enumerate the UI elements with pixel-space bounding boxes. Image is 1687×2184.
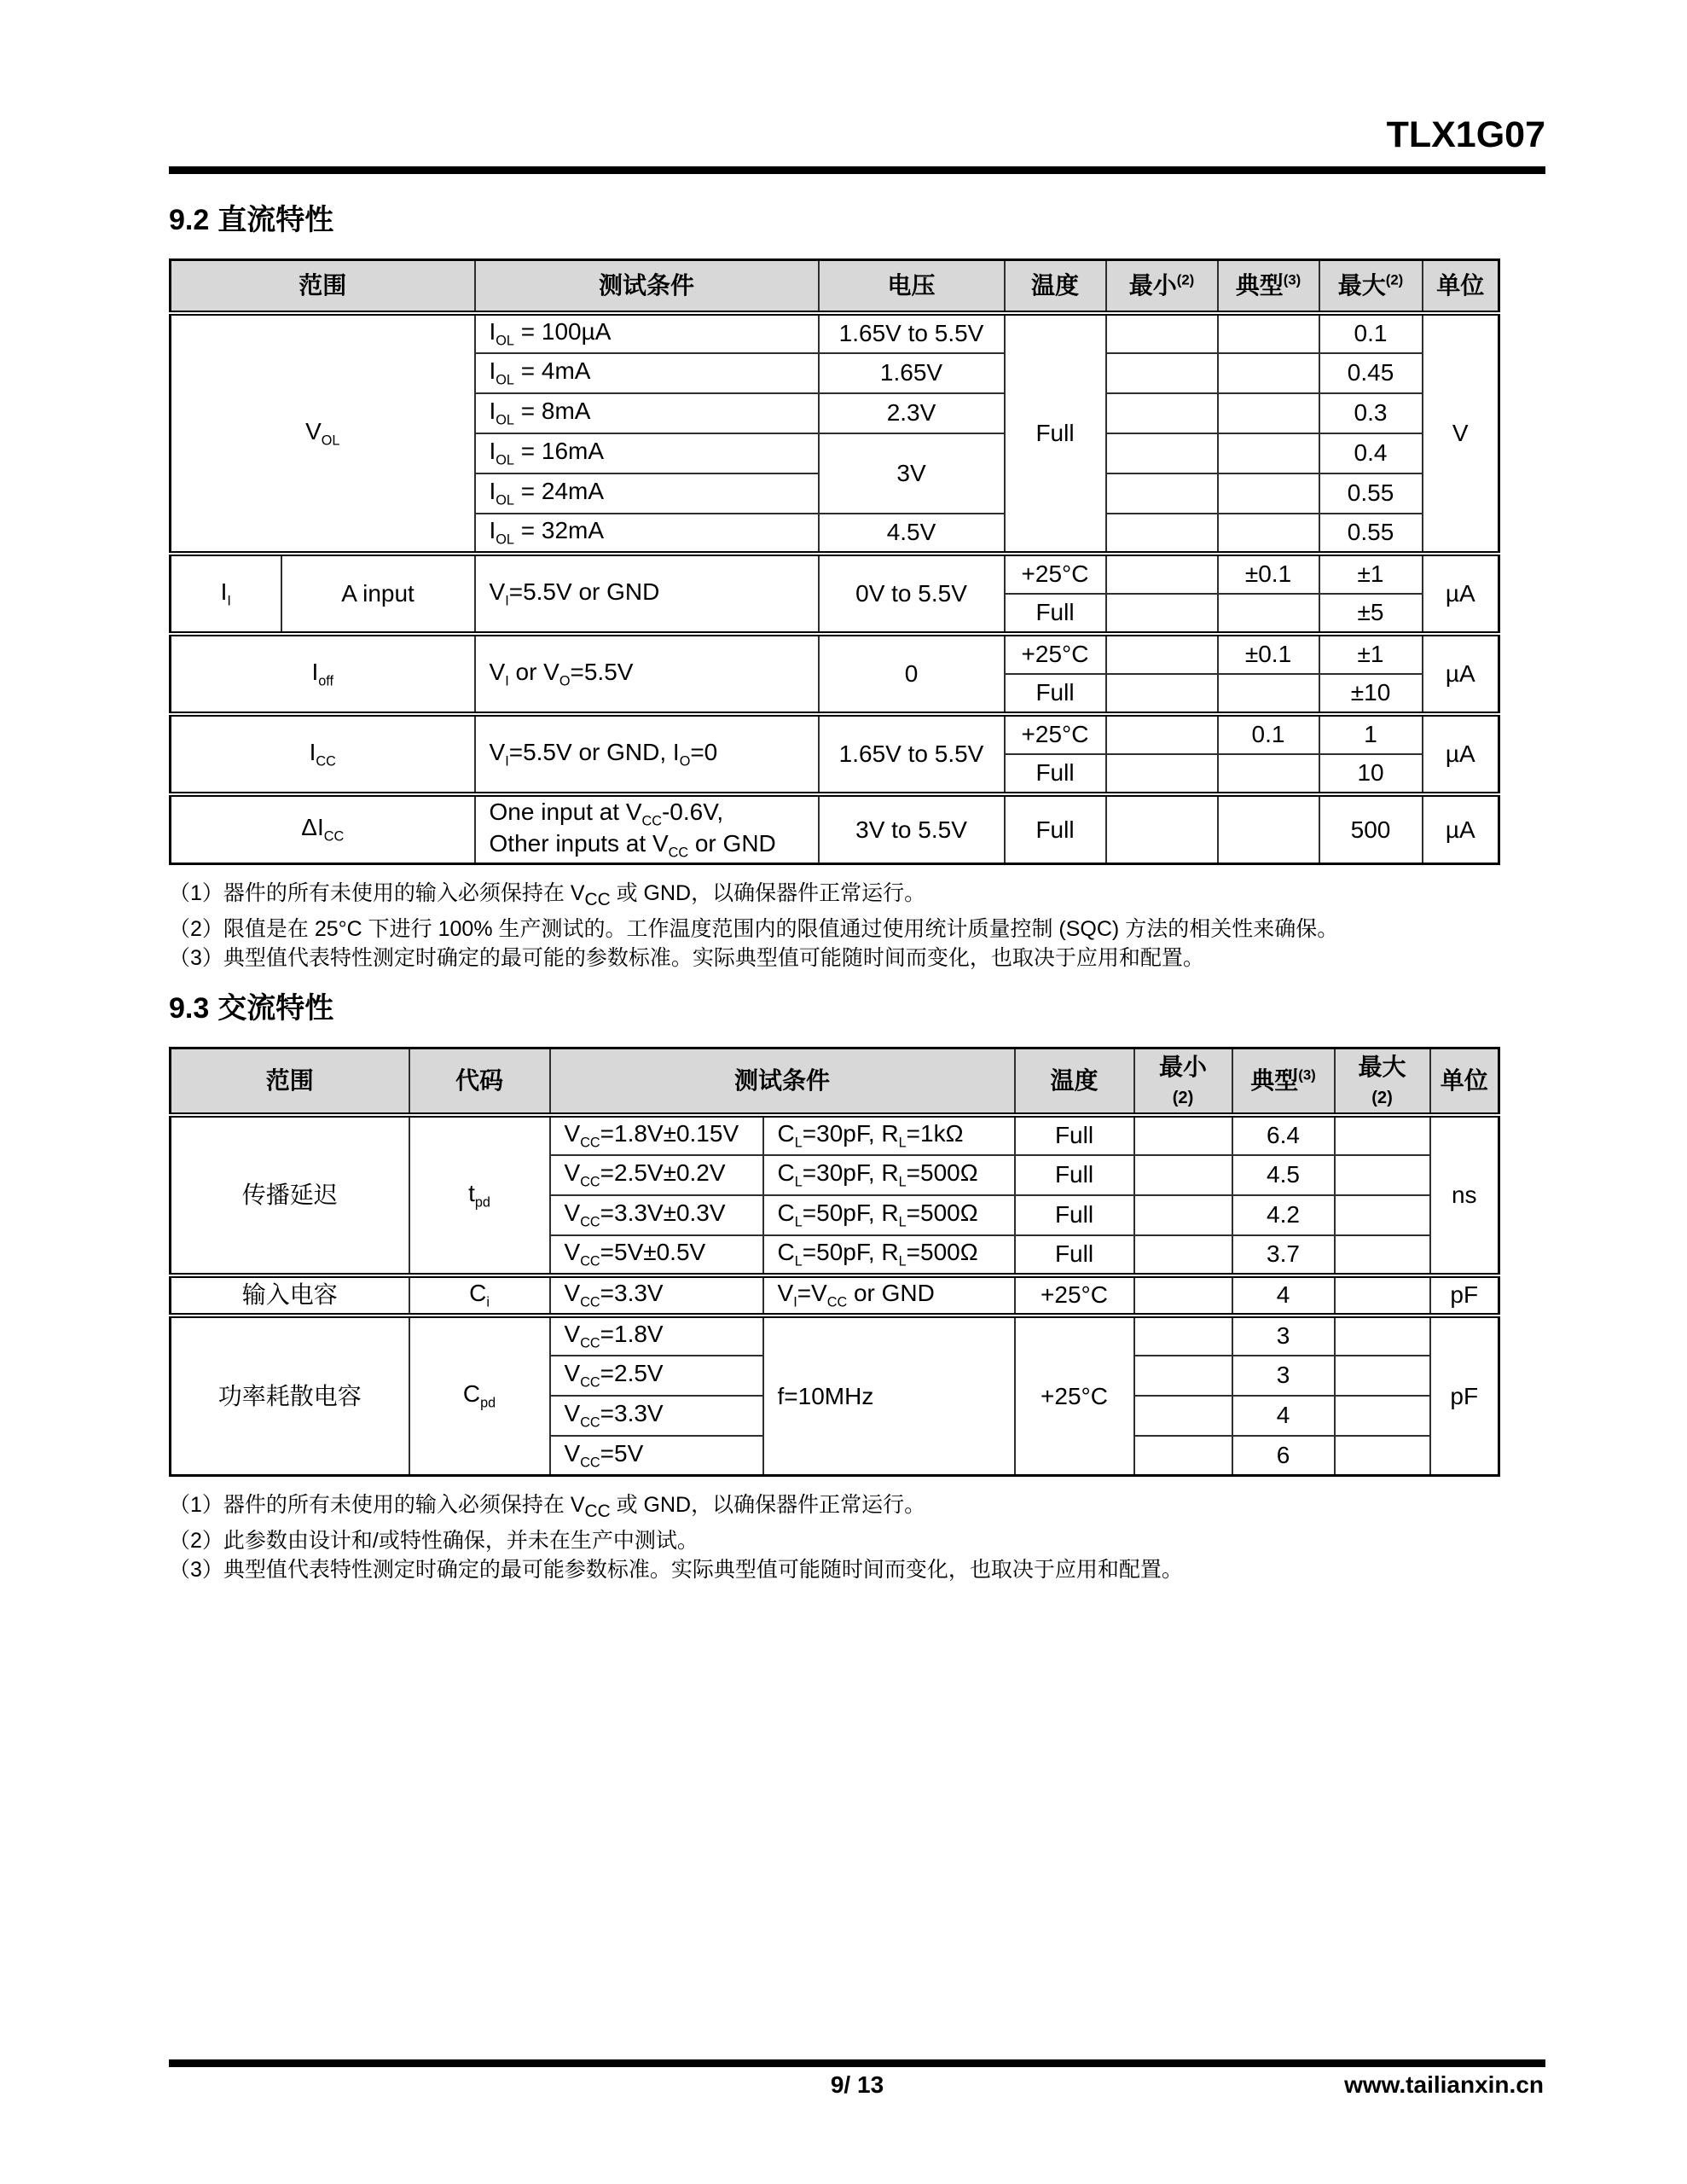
typ-cell: 0.1 <box>1218 714 1319 754</box>
typ-cell: 4 <box>1232 1275 1335 1316</box>
condition-cell: $C_L=50pF$, $R_L=500\Omega$ <box>763 1195 1015 1235</box>
footer-row <box>169 2071 1545 2102</box>
condition-cell: $V_{CC}=1.8V\pm 0.15V$ <box>550 1115 763 1155</box>
unit-cell: µA <box>1423 714 1499 794</box>
max-cell: ±1 <box>1319 634 1423 674</box>
unit-cell: V <box>1423 313 1499 554</box>
voltage-cell: 0 <box>819 634 1005 714</box>
unit-cell: µA <box>1423 634 1499 714</box>
voltage-cell: 2.3V <box>819 393 1005 433</box>
min-cell <box>1106 794 1218 864</box>
param-cell: 功率耗散电容 <box>171 1316 409 1476</box>
condition-cell: $I_{OL} = 16mA$ <box>475 433 819 473</box>
document-title: TLX1G07 <box>1386 114 1545 155</box>
code-cell: $C_{pd}$ <box>409 1316 550 1476</box>
condition-cell: $V_{CC}=3.3V$ <box>550 1396 763 1436</box>
min-cell <box>1106 634 1218 674</box>
min-cell <box>1106 473 1218 514</box>
condition-cell: $V_{CC}=5V\pm 0.5V$ <box>550 1235 763 1275</box>
typ-cell: ±0.1 <box>1218 554 1319 594</box>
footer-rule <box>169 2059 1545 2067</box>
page-number: 9/ 13 <box>830 2071 884 2098</box>
max-cell <box>1335 1436 1430 1476</box>
max-cell: 10 <box>1319 754 1423 794</box>
max-cell <box>1335 1356 1430 1396</box>
column-header-typ: 典型$^{(3)}$ <box>1218 260 1319 313</box>
min-cell <box>1134 1115 1232 1155</box>
typ-cell <box>1218 313 1319 353</box>
min-cell <box>1106 313 1218 353</box>
section-heading-dc <box>169 196 1547 238</box>
condition-cell: $C_L=30pF$, $R_L=500\Omega$ <box>763 1155 1015 1195</box>
condition-cell: $V_{CC}=1.8V$ <box>550 1316 763 1356</box>
temp-cell: +25°C <box>1005 554 1106 594</box>
code-cell: $t_{pd}$ <box>409 1115 550 1275</box>
max-cell: 0.1 <box>1319 313 1423 353</box>
typ-cell: 3 <box>1232 1316 1335 1356</box>
max-cell: ±1 <box>1319 554 1423 594</box>
param-cell: 输入电容 <box>171 1275 409 1316</box>
unit-cell: ns <box>1430 1115 1499 1275</box>
min-cell <box>1134 1195 1232 1235</box>
temp-cell: +25°C <box>1015 1316 1134 1476</box>
column-header-code: 代码 <box>409 1048 550 1115</box>
min-cell <box>1134 1275 1232 1316</box>
condition-cell: $V_I=5.5V$ or GND, $I_O=0$ <box>475 714 819 794</box>
column-header-max: 最大 (2) <box>1335 1048 1430 1115</box>
max-cell <box>1335 1275 1430 1316</box>
voltage-cell: 3V <box>819 433 1005 514</box>
typ-cell: 4 <box>1232 1396 1335 1436</box>
section-ac <box>169 985 1547 1584</box>
temp-cell: Full <box>1015 1195 1134 1235</box>
condition-cell: $I_{OL} = 100\mu A$ <box>475 313 819 353</box>
unit-cell: pF <box>1430 1316 1499 1476</box>
typ-cell: 4.2 <box>1232 1195 1335 1235</box>
condition-cell: $V_I=V_{CC}$ or GND <box>763 1275 1015 1316</box>
param-cell: $I_{off}$ <box>171 634 475 714</box>
dc-footnotes <box>169 879 1547 973</box>
footnote: （2）限值是在 25°C 下进行 100% 生产测试的。工作温度范围内的限值通过使用统计质量控制 (SQC) 方法的相关性来确保。 <box>169 917 1339 941</box>
condition-cell: $I_{OL} = 4mA$ <box>475 353 819 393</box>
min-cell <box>1134 1436 1232 1476</box>
condition-cell: $I_{OL} = 24mA$ <box>475 473 819 514</box>
temp-cell: Full <box>1005 754 1106 794</box>
column-header-typ: 典型$^{(3)}$ <box>1232 1048 1335 1115</box>
ac-footnotes <box>169 1490 1547 1584</box>
typ-cell: 3 <box>1232 1356 1335 1396</box>
temp-cell: +25°C <box>1005 714 1106 754</box>
typ-cell <box>1218 473 1319 514</box>
temp-cell: Full <box>1005 313 1106 554</box>
section-number: 9.3 <box>169 992 210 1025</box>
max-cell <box>1335 1195 1430 1235</box>
param-input-cell: A input <box>281 554 475 634</box>
header-rule <box>169 166 1545 174</box>
ac-characteristics-table <box>169 1047 1500 1477</box>
param-cell: $V_{OL}$ <box>171 313 475 554</box>
typ-cell <box>1218 794 1319 864</box>
typ-cell <box>1218 433 1319 473</box>
min-cell <box>1106 393 1218 433</box>
unit-cell: pF <box>1430 1275 1499 1316</box>
min-cell <box>1106 594 1218 634</box>
condition-cell: $V_I$ or $V_O=5.5V$ <box>475 634 819 714</box>
min-cell <box>1106 353 1218 393</box>
dc-characteristics-table <box>169 258 1500 865</box>
typ-cell: ±0.1 <box>1218 634 1319 674</box>
max-cell: 0.55 <box>1319 473 1423 514</box>
condition-cell: $V_{CC}=2.5V\pm 0.2V$ <box>550 1155 763 1195</box>
condition-cell: f=10MHz <box>763 1316 1015 1476</box>
max-cell: 0.3 <box>1319 393 1423 433</box>
footnote: （3）典型值代表特性测定时确定的最可能的参数标准。实际典型值可能随时间而变化，也取决于应用和配置。 <box>169 946 1204 970</box>
typ-cell <box>1218 594 1319 634</box>
max-cell: ±10 <box>1319 674 1423 714</box>
max-cell <box>1335 1396 1430 1436</box>
param-cell: $I_I$ <box>171 554 281 634</box>
max-cell: 0.4 <box>1319 433 1423 473</box>
typ-cell <box>1218 514 1319 554</box>
param-cell: 传播延迟 <box>171 1115 409 1275</box>
website-url: www.tailianxin.cn <box>1344 2071 1544 2098</box>
min-cell <box>1134 1235 1232 1275</box>
condition-cell: $C_L=50pF$, $R_L=500\Omega$ <box>763 1235 1015 1275</box>
column-header-max: 最大$^{(2)}$ <box>1319 260 1423 313</box>
temp-cell: Full <box>1015 1155 1134 1195</box>
param-cell: $\Delta I_{CC}$ <box>171 794 475 864</box>
condition-cell: $V_{CC}=5V$ <box>550 1436 763 1476</box>
max-cell <box>1335 1155 1430 1195</box>
typ-cell <box>1218 754 1319 794</box>
footnote: （3）典型值代表特性测定时确定的最可能参数标准。实际典型值可能随时间而变化，也取决于应用和配置。 <box>169 1558 1183 1582</box>
max-cell: ±5 <box>1319 594 1423 634</box>
typ-cell: 3.7 <box>1232 1235 1335 1275</box>
typ-cell: 4.5 <box>1232 1155 1335 1195</box>
min-cell <box>1134 1356 1232 1396</box>
column-header-unit: 单位 <box>1430 1048 1499 1115</box>
min-cell <box>1106 554 1218 594</box>
column-header-min: 最小 (2) <box>1134 1048 1232 1115</box>
max-cell <box>1335 1235 1430 1275</box>
min-cell <box>1106 514 1218 554</box>
column-header-unit: 单位 <box>1423 260 1499 313</box>
column-header-range: 范围 <box>171 260 475 313</box>
condition-cell: One input at $V_{CC}-0.6V$, Other inputs at $V_{CC}$ or GND <box>475 794 819 864</box>
temp-cell: Full <box>1015 1235 1134 1275</box>
max-cell: 1 <box>1319 714 1423 754</box>
temp-cell: Full <box>1015 1115 1134 1155</box>
voltage-cell: 3V to 5.5V <box>819 794 1005 864</box>
section-dc <box>169 196 1547 973</box>
min-cell <box>1106 754 1218 794</box>
max-cell <box>1335 1316 1430 1356</box>
column-header-range: 范围 <box>171 1048 409 1115</box>
section-title: 直流特性 <box>217 204 334 236</box>
voltage-cell: 4.5V <box>819 514 1005 554</box>
min-cell <box>1134 1316 1232 1356</box>
typ-cell: 6 <box>1232 1436 1335 1476</box>
condition-cell: $V_{CC}=3.3V$ <box>550 1275 763 1316</box>
min-cell <box>1134 1396 1232 1436</box>
condition-cell: $C_L=30pF$, $R_L=1k\Omega$ <box>763 1115 1015 1155</box>
condition-cell: $V_{CC}=3.3V\pm 0.3V$ <box>550 1195 763 1235</box>
column-header-min: 最小$^{(2)}$ <box>1106 260 1218 313</box>
column-header-temp: 温度 <box>1005 260 1106 313</box>
voltage-cell: 1.65V to 5.5V <box>819 714 1005 794</box>
typ-cell <box>1218 674 1319 714</box>
section-title: 交流特性 <box>217 992 334 1025</box>
unit-cell: µA <box>1423 554 1499 634</box>
column-header-voltage: 电压 <box>819 260 1005 313</box>
condition-cell: $I_{OL} = 8mA$ <box>475 393 819 433</box>
param-cell: $I_{CC}$ <box>171 714 475 794</box>
condition-cell: $V_{CC}=2.5V$ <box>550 1356 763 1396</box>
min-cell <box>1106 674 1218 714</box>
max-cell: 0.45 <box>1319 353 1423 393</box>
column-header-temp: 温度 <box>1015 1048 1134 1115</box>
temp-cell: Full <box>1005 674 1106 714</box>
footnote: （2）此参数由设计和/或特性确保，并未在生产中测试。 <box>169 1529 699 1553</box>
page-footer <box>169 2059 1545 2102</box>
unit-cell: µA <box>1423 794 1499 864</box>
typ-cell: 6.4 <box>1232 1115 1335 1155</box>
temp-cell: Full <box>1005 594 1106 634</box>
typ-cell <box>1218 393 1319 433</box>
typ-cell <box>1218 353 1319 393</box>
column-header-condition: 测试条件 <box>475 260 819 313</box>
footnote: （1）器件的所有未使用的输入必须保持在 $V_{CC}$ 或 GND，以确保器件正常运行。 <box>169 881 926 909</box>
temp-cell: +25°C <box>1015 1275 1134 1316</box>
voltage-cell: 1.65V <box>819 353 1005 393</box>
min-cell <box>1106 433 1218 473</box>
section-heading-ac <box>169 985 1547 1026</box>
temp-cell: Full <box>1005 794 1106 864</box>
min-cell <box>1106 714 1218 754</box>
min-cell <box>1134 1155 1232 1195</box>
max-cell <box>1335 1115 1430 1155</box>
temp-cell: +25°C <box>1005 634 1106 674</box>
max-cell: 500 <box>1319 794 1423 864</box>
max-cell: 0.55 <box>1319 514 1423 554</box>
footnote: （1）器件的所有未使用的输入必须保持在 $V_{CC}$ 或 GND，以确保器件正常运行。 <box>169 1493 926 1521</box>
section-number: 9.2 <box>169 204 210 236</box>
condition-cell: $I_{OL} = 32mA$ <box>475 514 819 554</box>
voltage-cell: 0V to 5.5V <box>819 554 1005 634</box>
condition-cell: $V_I=5.5V$ or GND <box>475 554 819 634</box>
code-cell: $C_i$ <box>409 1275 550 1316</box>
column-header-condition: 测试条件 <box>550 1048 1015 1115</box>
voltage-cell: 1.65V to 5.5V <box>819 313 1005 353</box>
